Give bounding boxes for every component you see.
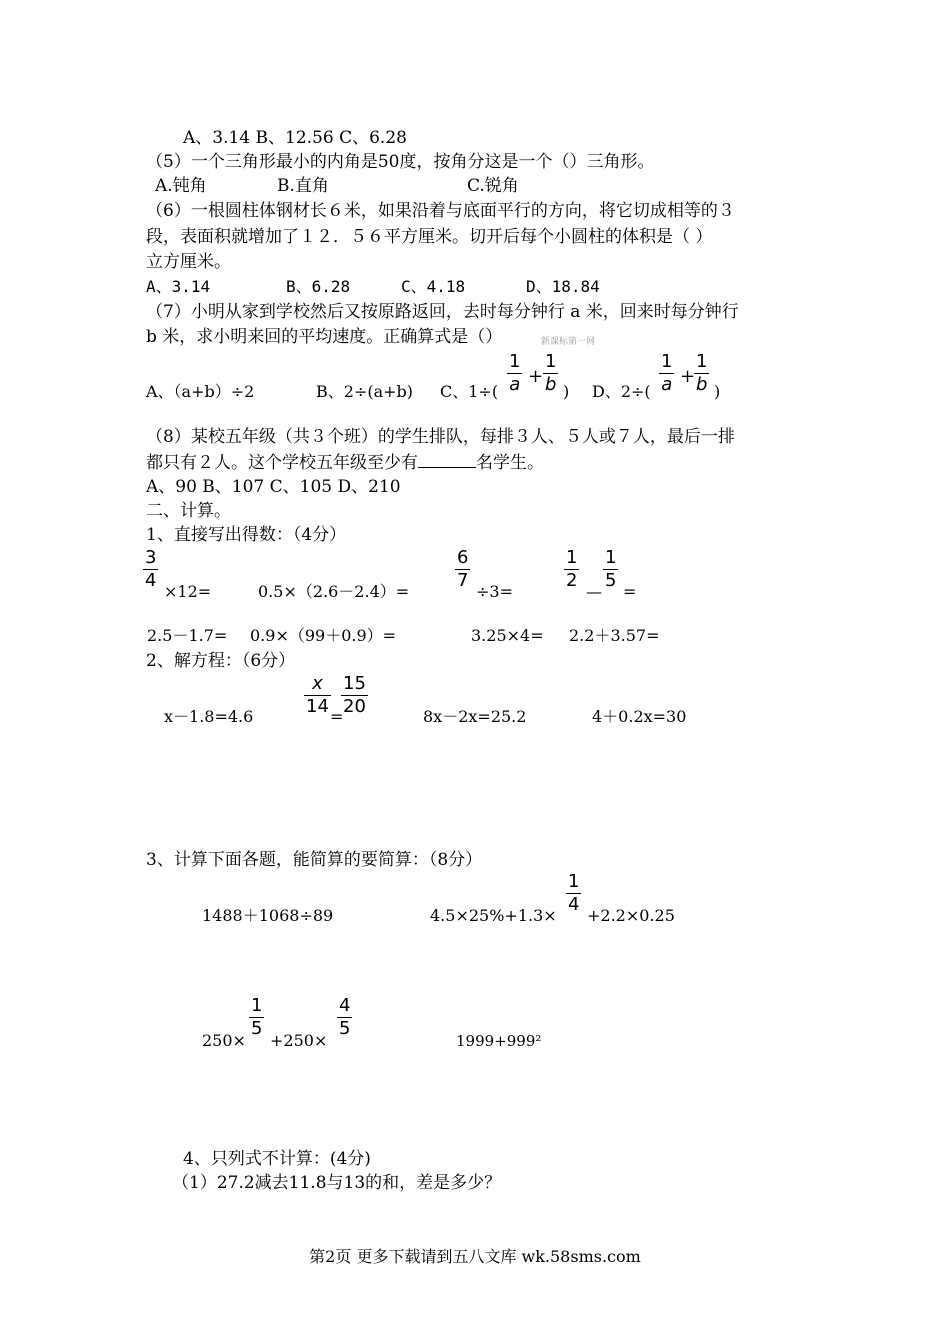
fraction-15-20 (341, 674, 368, 717)
calc-2-suffix: +2.2×0.25 (587, 906, 675, 925)
equation-1: x－1.8=4.6 (164, 707, 254, 726)
calc-4: 1999+999² (456, 1032, 542, 1050)
q6-option-d: D、18.84 (526, 277, 600, 296)
q7-line-2: b 米，求小明来回的平均速度。正确算式是（） (146, 327, 503, 347)
fraction-denominator: b (545, 374, 557, 395)
fraction-x-14 (304, 674, 331, 717)
equation-3: 8x－2x=25.2 (423, 707, 527, 726)
fraction-numerator: x (312, 673, 323, 694)
section-heading: 二、计算。 (146, 501, 231, 521)
q7-option-d-suffix: ) (714, 382, 721, 401)
expression-3: ÷3= (476, 582, 513, 601)
expression-5: 2.5－1.7= (147, 626, 228, 645)
fraction-6-7 (455, 548, 470, 591)
fraction-1-over-b (543, 352, 558, 395)
fraction-denominator: 14 (306, 696, 329, 717)
q8-line-2-suffix: 名学生。 (476, 453, 544, 473)
equation-4: 4＋0.2x=30 (592, 707, 687, 726)
fraction-numerator: 6 (457, 547, 469, 568)
q8-line-2 (146, 451, 544, 474)
fraction-denominator: 2 (566, 570, 578, 591)
fraction-denominator: 4 (568, 894, 580, 915)
plus-sign: + (680, 366, 696, 387)
fraction-numerator: 1 (509, 351, 521, 372)
q7-option-c-prefix: C、1÷( (440, 382, 499, 401)
fraction-denominator: a (661, 374, 673, 395)
fraction-denominator: 20 (343, 696, 366, 717)
equals-sign: = (330, 707, 344, 726)
q7-option-d-prefix: D、2÷( (592, 382, 651, 401)
part1-title: 1、直接写出得数：（4分） (146, 525, 347, 545)
calc-1: 1488＋1068÷89 (202, 906, 334, 925)
fraction-numerator: 15 (343, 673, 366, 694)
part4-title: 4、只列式不计算：(4分) (183, 1149, 371, 1169)
q6-line-3: 立方厘米。 (146, 252, 231, 272)
expression-1: ×12= (164, 582, 212, 601)
calc-3-prefix: 250× (202, 1031, 246, 1050)
fraction-numerator: 1 (545, 351, 557, 372)
minus-sign: — (586, 582, 602, 601)
fraction-denominator: 4 (145, 570, 157, 591)
fraction-numerator: 1 (661, 351, 673, 372)
q7-option-c-suffix: ) (563, 382, 570, 401)
part2-title: 2、解方程：（6分） (146, 651, 296, 671)
q5-stem: （5）一个三角形最小的内角是50度，按角分这是一个（）三角形。 (146, 152, 655, 172)
fraction-denominator: 5 (339, 1018, 351, 1039)
fraction-3-4 (143, 548, 158, 591)
part3-title: 3、计算下面各题，能简算的要简算：（8分） (146, 850, 483, 870)
q6-option-c: C、4.18 (401, 277, 466, 296)
fraction-numerator: 1 (696, 351, 708, 372)
q7-line-1: （7）小明从家到学校然后又按原路返回，去时每分钟行 a 米，回来时每分钟行 (146, 302, 739, 322)
fraction-numerator: 1 (568, 871, 580, 892)
fraction-numerator: 4 (339, 995, 351, 1016)
fraction-numerator: 1 (251, 995, 263, 1016)
q7-option-a: A、（a+b）÷2 (146, 382, 255, 401)
expression-7: 3.25×4= (471, 626, 544, 645)
expression-2: 0.5×（2.6－2.4）= (258, 582, 410, 601)
q8-line-1: （8）某校五年级（共３个班）的学生排队，每排３人、５人或７人，最后一排 (146, 427, 735, 447)
equals-sign: = (623, 582, 637, 601)
fraction-denominator: 5 (251, 1018, 263, 1039)
q7-option-b: B、2÷(a+b) (316, 382, 414, 401)
calc-2-prefix: 4.5×25%+1.3× (430, 906, 557, 925)
watermark-text: 新课标第一网 (541, 337, 596, 347)
fraction-1-over-b (694, 352, 709, 395)
q5-option-c: C.锐角 (467, 176, 519, 196)
q4-options: A、3.14 B、12.56 C、6.28 (183, 128, 407, 148)
fraction-1-5 (603, 548, 618, 591)
expression-8: 2.2＋3.57= (569, 626, 660, 645)
fraction-numerator: 1 (566, 547, 578, 568)
q6-line-1: （6）一根圆柱体钢材长６米，如果沿着与底面平行的方向，将它切成相等的３ (146, 201, 735, 221)
part4-question-1: （1）27.2减去11.8与13的和，差是多少？ (172, 1173, 502, 1193)
q8-line-2-prefix: 都只有２人。这个学校五年级至少有 (146, 453, 418, 473)
calc-3-middle: +250× (270, 1031, 328, 1050)
q6-option-b: B、6.28 (286, 277, 351, 296)
plus-sign: + (528, 366, 544, 387)
fraction-1-2 (564, 548, 579, 591)
q5-option-a: A.钝角 (155, 176, 207, 196)
fraction-1-4 (566, 872, 581, 915)
fraction-denominator: b (696, 374, 708, 395)
fraction-denominator: 7 (457, 570, 469, 591)
answer-blank (418, 451, 476, 468)
q6-line-2: 段，表面积就增加了１２．５６平方厘米。切开后每个小圆柱的体积是（ ） (146, 227, 713, 247)
expression-6: 0.9×（99＋0.9）= (250, 626, 397, 645)
fraction-1-5 (249, 996, 264, 1039)
fraction-denominator: a (509, 374, 521, 395)
q8-options: A、90 B、107 C、105 D、210 (146, 477, 401, 497)
fraction-numerator: 3 (145, 547, 157, 568)
fraction-1-over-a (507, 352, 522, 395)
page-footer: 第2页 更多下载请到五八文库 wk.58sms.com (309, 1247, 641, 1266)
fraction-denominator: 5 (605, 570, 617, 591)
q6-option-a: A、3.14 (146, 277, 211, 296)
q5-option-b: B.直角 (277, 176, 329, 196)
fraction-numerator: 1 (605, 547, 617, 568)
fraction-1-over-a (659, 352, 674, 395)
fraction-4-5 (337, 996, 352, 1039)
